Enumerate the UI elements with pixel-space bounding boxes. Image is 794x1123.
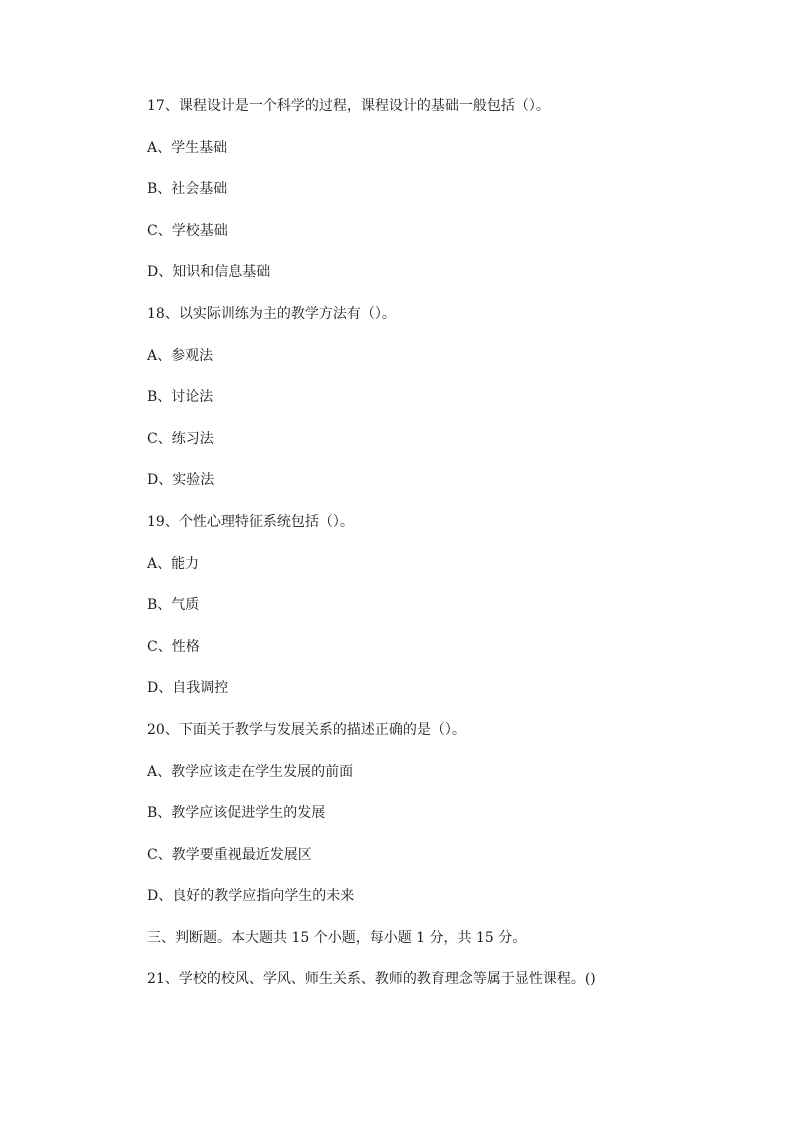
section-heading: 三、判断题。本大题共 15 个小题，每小题 1 分，共 15 分。 — [147, 929, 527, 946]
question-18-option-d: D、实验法 — [147, 472, 215, 489]
question-19-stem: 19、个性心理特征系统包括（）。 — [147, 513, 354, 530]
question-17-option-c: C、学校基础 — [147, 222, 228, 239]
question-19-option-d: D、自我调控 — [147, 680, 229, 697]
question-20-option-a: A、教学应该走在学生发展的前面 — [147, 763, 354, 780]
question-20-option-c: C、教学要重视最近发展区 — [147, 846, 312, 863]
question-17-option-b: B、社会基础 — [147, 181, 228, 198]
question-20-option-d: D、良好的教学应指向学生的未来 — [147, 888, 355, 905]
question-19-option-a: A、能力 — [147, 555, 200, 572]
question-18-option-c: C、练习法 — [147, 430, 214, 447]
question-17-option-a: A、学生基础 — [147, 139, 228, 156]
question-18-stem: 18、以实际训练为主的教学方法有（）。 — [147, 305, 396, 322]
question-21-stem: 21、学校的校风、学风、师生关系、教师的教育理念等属于显性课程。() — [147, 971, 596, 988]
question-17-option-d: D、知识和信息基础 — [147, 264, 271, 281]
question-20-stem: 20、下面关于教学与发展关系的描述正确的是（）。 — [147, 721, 466, 738]
question-18-option-b: B、讨论法 — [147, 389, 214, 406]
question-18-option-a: A、参观法 — [147, 347, 214, 364]
question-20-option-b: B、教学应该促进学生的发展 — [147, 805, 326, 822]
question-17-stem: 17、课程设计是一个科学的过程，课程设计的基础一般包括（）。 — [147, 98, 550, 114]
document-page — [147, 96, 707, 1011]
question-19-option-b: B、气质 — [147, 597, 200, 614]
question-19-option-c: C、性格 — [147, 638, 200, 655]
